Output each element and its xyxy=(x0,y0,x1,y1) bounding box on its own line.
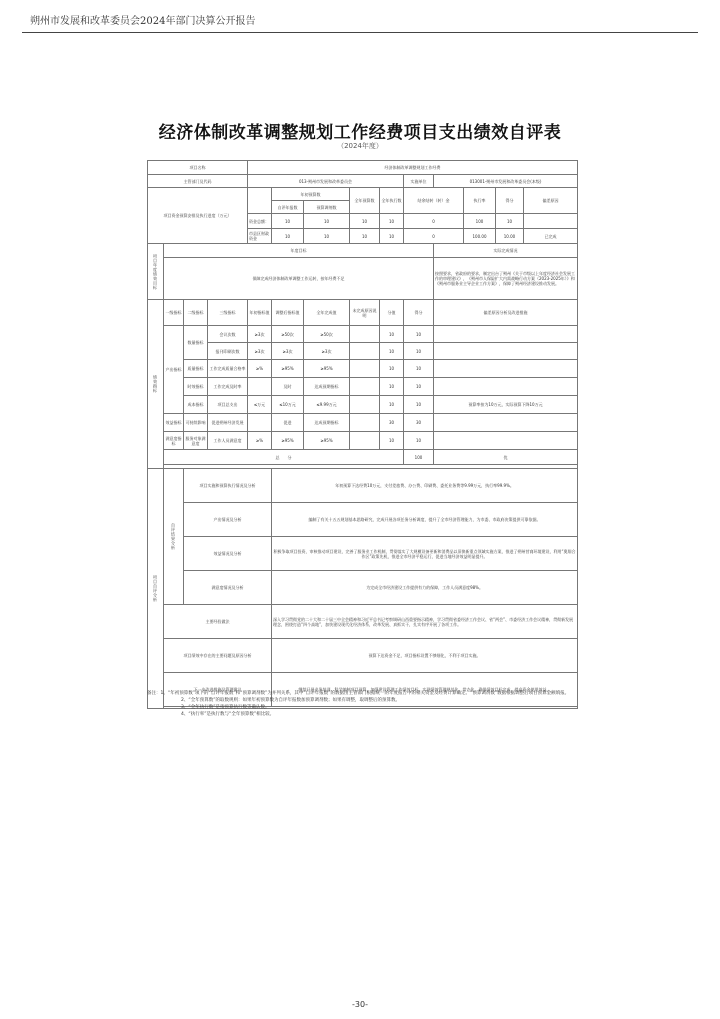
total-cell: 10 xyxy=(350,214,380,229)
table-cell: 10 xyxy=(380,326,404,343)
table-cell: 10 xyxy=(404,396,434,414)
table-cell: ≥3次 xyxy=(304,343,350,360)
table-cell: ≥% xyxy=(248,432,272,450)
table-cell: ≤9.99万元 xyxy=(304,396,350,414)
adjusted-header: 预算调剂数 xyxy=(304,201,350,214)
table-cell: 10 xyxy=(380,343,404,360)
goal-actual-text: 按照要求，省政府的要求，制定出台了朔州《关于市级以上年度经济社会发展工作的审理建议》，《朔州市人保险扩大内需战略行动方案（2023-2025年）》和《朔州市服务业主导企业工作方案》，保障了朔州经济建设推动发展。 xyxy=(434,258,578,300)
full-year-header: 全年预算数 xyxy=(350,188,380,214)
table-cell xyxy=(350,343,380,360)
table-cell: 30 xyxy=(404,414,434,432)
table-cell xyxy=(248,378,272,396)
document-title: 经济体制改革调整规划工作经费项目支出绩效自评表 xyxy=(158,123,562,143)
eval-item-text: 为完成全市经济建设工作提供有力的保障，工作人员满意度98%。 xyxy=(272,571,578,605)
experience-label: 主要经验做法 xyxy=(164,605,272,639)
table-cell: ≤10万元 xyxy=(272,396,304,414)
lvl2-sustain: 可持续影响 xyxy=(184,414,208,432)
notes xyxy=(147,690,577,718)
table-cell: ≥3次 xyxy=(248,326,272,343)
eval-section-label: 项目自评分析 xyxy=(148,469,164,709)
ind-header: 一级指标 xyxy=(164,300,184,326)
table-cell xyxy=(350,326,380,343)
fiscal-funds-label: 市县区财政资金 xyxy=(248,229,272,244)
lvl2-time: 时效指标 xyxy=(184,378,208,396)
self-eval-header: 自评年报数 xyxy=(272,201,304,214)
table-cell xyxy=(434,326,578,343)
table-cell: ≥95% xyxy=(304,360,350,378)
total-cell: 0 xyxy=(404,214,464,229)
note-line: 2、“全年预算数”的取数规则：如果年初预算数为自评年报数加预算调剂数；如果有调整，取调整后的预算数。 xyxy=(181,698,401,703)
project-name: 经济体制改革调整规划工作经费 xyxy=(248,161,578,175)
exec-rate-header: 执行率 xyxy=(464,188,496,214)
project-name-label: 项目名称 xyxy=(148,161,248,175)
performance-table xyxy=(147,160,578,709)
fiscal-cell: 10 xyxy=(304,229,350,244)
table-cell xyxy=(350,360,380,378)
full-exec-header: 全年执行数 xyxy=(380,188,404,214)
table-cell: ≥95% xyxy=(272,360,304,378)
ind-header: 未完成原因说明 xyxy=(350,300,380,326)
budget-group-header: 年初预算数 xyxy=(272,188,350,201)
ind-header: 得分 xyxy=(404,300,434,326)
goal-annual-text: 保障完成经济体制改革调整工作运转，按年经费不足 xyxy=(164,258,434,300)
table-cell: 项目总支出 xyxy=(208,396,248,414)
table-cell: 10 xyxy=(380,378,404,396)
fiscal-cell: 10 xyxy=(380,229,404,244)
note-line: 备注：1、“年初预算数”项下的“自评年报数”和“预算调剂数”为并列关系，其中“自评年报数”的数据由主管部门根据统一的年度报告中的相关资金及经费计算确定。“预算调剂数”数据根据调整后项目预算金额填报。 xyxy=(147,691,570,696)
table-cell: 工作人员满意度 xyxy=(208,432,248,450)
total-cell: 10 xyxy=(380,214,404,229)
eval-item-label: 产出情况及分析 xyxy=(184,503,272,537)
total-cell: 10 xyxy=(496,214,524,229)
ind-header: 调整后指标值 xyxy=(272,300,304,326)
table-cell xyxy=(248,414,272,432)
lvl2-service: 服务对象满意度 xyxy=(184,432,208,450)
table-cell xyxy=(434,432,578,450)
eval-item-label: 满意度情况及分析 xyxy=(184,571,272,605)
table-cell xyxy=(434,343,578,360)
total-cell xyxy=(524,214,578,229)
table-cell: ≤万元 xyxy=(248,396,272,414)
table-cell: ≥% xyxy=(248,360,272,378)
impl-value: 013001-朔州市发展和改革委员会(本级) xyxy=(434,175,578,188)
next-step-text: 继续开展业务培训，科学编制项目预算，加强建设管理工作绩效目标，实现绩效管理规范化、常态化，确保绩效目标完成，提高资金使用效益。 xyxy=(272,673,578,707)
lvl2-cost: 成本指标 xyxy=(184,396,208,414)
funds-label: 项目资金预算安排及执行进度（万元） xyxy=(148,188,248,244)
ind-header: 分值 xyxy=(380,300,404,326)
ind-header: 年初指标值 xyxy=(248,300,272,326)
lvl2-quality: 质量指标 xyxy=(184,360,208,378)
reason-header: 偏差原因 xyxy=(524,188,578,214)
fiscal-cell: 0 xyxy=(404,229,464,244)
table-cell: 报刊印刷次数 xyxy=(208,343,248,360)
table-cell: 工作完成及时率 xyxy=(208,378,248,396)
table-cell: 会议次数 xyxy=(208,326,248,343)
page-header: 朔州市发展和改革委员会2024年部门决算公开报告 xyxy=(30,16,256,27)
experience-text: 深入学习贯彻党的二十大和二十届三中全会精神和习近平总书记考察调研山西重要指示精神，学习贯彻省委经济工作会议、省“两会”、市委经济工作会议精神，贯彻新发展理念，围绕打造“四个高地”，加快建设现代化经济体系，改革发展、真抓实干，扎实有序开展了各项工作。 xyxy=(272,605,578,639)
goal-actual-header: 实际完成情况 xyxy=(434,244,578,258)
lvl1-satisfaction: 满意度指标 xyxy=(164,432,184,450)
total-grade: 优 xyxy=(434,450,578,465)
score-header: 得分 xyxy=(496,188,524,214)
total-funds-label: 资金总额： xyxy=(248,214,272,229)
problem-text: 预算下达资金不足，项目指标设置不够细化，不利于项目实施。 xyxy=(272,639,578,673)
total-cell: 100 xyxy=(464,214,496,229)
note-line: 4、“执行率”是执行数与“全年预算数”相比较。 xyxy=(181,712,275,717)
next-step-label: 下一步改进措施及管理建议 xyxy=(164,673,272,707)
table-cell: 10 xyxy=(404,378,434,396)
table-cell: 预算率按为10万元，实际预算下降10万元 xyxy=(434,396,578,414)
unspent-header: 结余结转（转）金 xyxy=(404,188,464,214)
lvl1-effect: 效益指标 xyxy=(164,414,184,432)
eval-item-text: 编制了有关十五五规划基本思路研究，完成开展各项任务分析调度，提升了全市经济管理能力，为市委、市政府决策提供可靠依据。 xyxy=(272,503,578,537)
fiscal-cell: 已完成 xyxy=(524,229,578,244)
table-cell: 10 xyxy=(404,360,434,378)
table-cell: ≥3次 xyxy=(248,343,272,360)
table-cell: ≥50次 xyxy=(272,326,304,343)
goal-section-label: 项目年度绩效目标 xyxy=(148,244,164,300)
fiscal-cell: 10 xyxy=(350,229,380,244)
problem-label: 项目绩效中存在的主要问题及原因分析 xyxy=(164,639,272,673)
table-cell: 10 xyxy=(404,432,434,450)
dept-value: 013-朔州市发展和改革委员会 xyxy=(248,175,404,188)
table-cell: 10 xyxy=(380,360,404,378)
eval-item-label: 项目实施和预算执行情况及分析 xyxy=(184,469,272,503)
ind-header: 二级指标 xyxy=(184,300,208,326)
fiscal-cell: 100.00 xyxy=(464,229,496,244)
goal-annual-header: 年度目标 xyxy=(164,244,434,258)
table-cell: 10 xyxy=(380,396,404,414)
eval-item-text: 年初预算下达经费10万元，支付差旅费、办公费、印刷费、委托业务费等9.99万元，执行率99.9%。 xyxy=(272,469,578,503)
table-cell: 达成预期指标 xyxy=(304,378,350,396)
impl-label: 实施单位 xyxy=(404,175,434,188)
lvl2-quantity: 数量指标 xyxy=(184,326,208,360)
header-divider xyxy=(22,32,698,33)
table-cell xyxy=(350,432,380,450)
eval-sub-label: 自评结果分析 xyxy=(164,469,184,605)
table-cell: 工作完成质量合格率 xyxy=(208,360,248,378)
dept-label: 主管部门及代码 xyxy=(148,175,248,188)
table-cell xyxy=(350,396,380,414)
table-cell: ≥95% xyxy=(304,432,350,450)
lvl1-output: 产出指标 xyxy=(164,326,184,414)
page-number: -30- xyxy=(352,1000,368,1009)
table-cell: 促进朔州经济发展 xyxy=(208,414,248,432)
total-cell: 10 xyxy=(272,214,304,229)
document-subtitle: （2024年度） xyxy=(337,142,383,150)
table-cell: 促进 xyxy=(272,414,304,432)
perf-section-label: 绩效指标 xyxy=(148,300,164,469)
table-cell: 10 xyxy=(404,343,434,360)
table-cell xyxy=(434,360,578,378)
table-cell xyxy=(350,378,380,396)
total-cell: 10 xyxy=(304,214,350,229)
table-cell: ≥95% xyxy=(272,432,304,450)
table-cell: 10 xyxy=(404,326,434,343)
fiscal-cell: 10 xyxy=(272,229,304,244)
table-cell xyxy=(350,414,380,432)
eval-item-text: 积极争取项目投资，审核推动项目建设，完善了服务业工作机制，贯彻落实了大规模设备更新和消费品以旧换新重点领域实施方案，推进了朔州营商环境建设，利用“奥翔合作区”政策先机，推进全市经济平稳运行，促进当地经济效益明显提升。 xyxy=(272,537,578,571)
table-cell xyxy=(434,378,578,396)
total-score: 100 xyxy=(404,450,434,465)
fiscal-cell: 10.00 xyxy=(496,229,524,244)
note-line: 3、“全年执行数”是指预算执行数等确认数。 xyxy=(181,705,270,710)
table-cell xyxy=(434,414,578,432)
table-cell: 30 xyxy=(380,414,404,432)
table-cell: 10 xyxy=(380,432,404,450)
eval-item-label: 效益情况及分析 xyxy=(184,537,272,571)
table-cell: 及时 xyxy=(272,378,304,396)
ind-header: 三级指标 xyxy=(208,300,248,326)
ind-header: 全年完成值 xyxy=(304,300,350,326)
ind-header: 偏差原因分析及改进措施 xyxy=(434,300,578,326)
total-score-label: 总 分 xyxy=(164,450,404,465)
table-cell: ≥50次 xyxy=(304,326,350,343)
table-cell: 达成预期指标 xyxy=(304,414,350,432)
table-cell: ≥3次 xyxy=(272,343,304,360)
